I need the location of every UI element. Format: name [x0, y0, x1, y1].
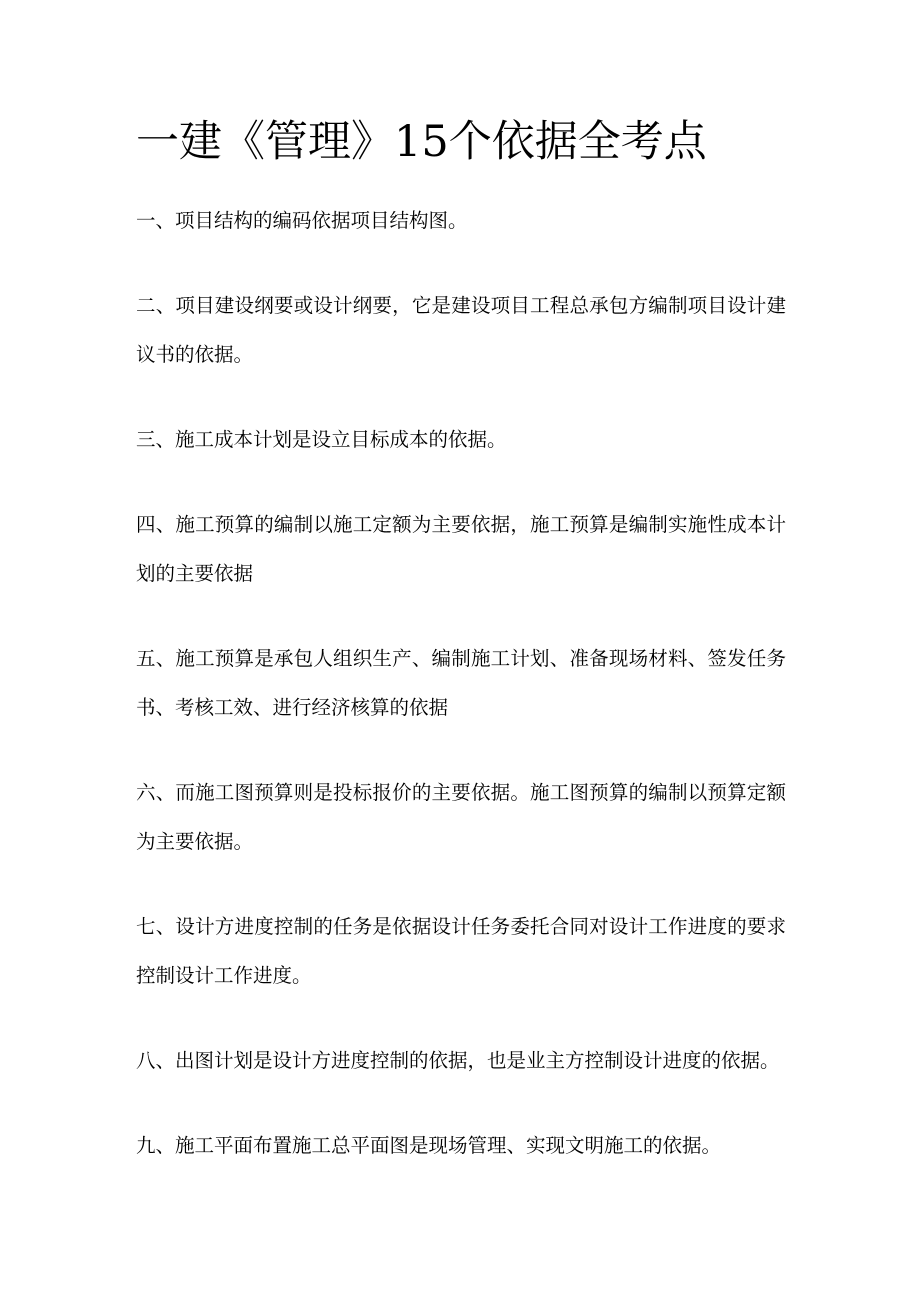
list-item: 六、而施工图预算则是投标报价的主要依据。施工图预算的编制以预算定额为主要依据。: [136, 781, 786, 853]
list-item: 二、项目建设纲要或设计纲要，它是建设项目工程总承包方编制项目设计建议书的依据。: [136, 294, 786, 366]
list-item: 四、施工预算的编制以施工定额为主要依据，施工预算是编制实施性成本计划的主要依据: [136, 513, 786, 585]
list-item: 一、项目结构的编码依据项目结构图。: [136, 209, 468, 232]
document-title: 一建《管理》15个依据全考点: [136, 117, 707, 167]
list-item: 九、施工平面布置施工总平面图是现场管理、实现文明施工的依据。: [136, 1134, 722, 1157]
point-list: [136, 196, 786, 1206]
list-item: 七、设计方进度控制的任务是依据设计任务委托合同对设计工作进度的要求控制设计工作进度。: [136, 915, 786, 987]
list-item: 八、出图计划是设计方进度控制的依据，也是业主方控制设计进度的依据。: [136, 1049, 780, 1072]
list-item: 三、施工成本计划是设立目标成本的依据。: [136, 428, 507, 451]
list-item: 五、施工预算是承包人组织生产、编制施工计划、准备现场材料、签发任务书、考核工效、进行经济核算的依据: [136, 647, 786, 719]
